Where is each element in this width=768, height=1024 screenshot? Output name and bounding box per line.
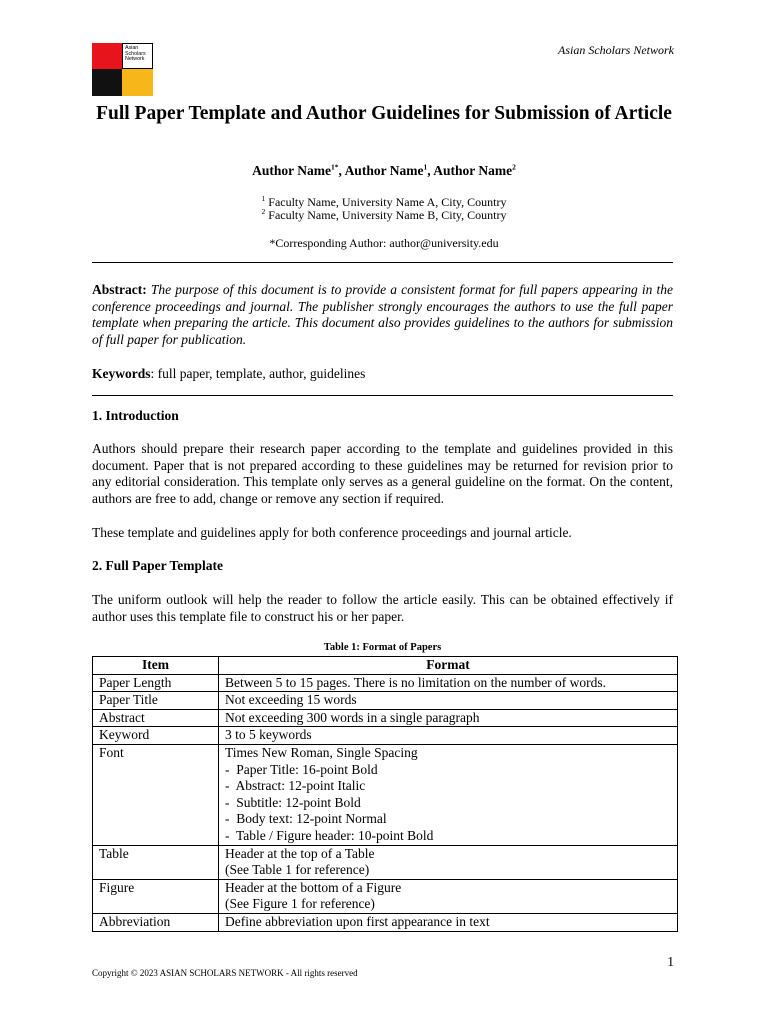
author-name: Author Name [252, 163, 332, 178]
table-cell-item: Abbreviation [93, 913, 219, 931]
format-table [92, 656, 678, 932]
author-name: Author Name [344, 163, 424, 178]
table-row [93, 913, 678, 931]
table-row [93, 692, 678, 710]
table-cell-item: Table [93, 845, 219, 879]
format-line: Not exceeding 15 words [225, 692, 357, 708]
author-name: Author Name [433, 163, 513, 178]
format-line: - Table / Figure header: 10-point Bold [225, 827, 434, 843]
table-row [93, 879, 678, 913]
author-sup: 2 [512, 162, 516, 172]
section-heading-introduction: 1. Introduction [92, 408, 179, 423]
abstract-label: Abstract: [92, 282, 147, 297]
section-heading-full-paper-template: 2. Full Paper Template [92, 558, 224, 573]
logo-yellow-block [122, 69, 153, 96]
author-sup: 1* [331, 162, 339, 172]
copyright-notice: Copyright © 2023 ASIAN SCHOLARS NETWORK - All rights reserved [92, 968, 358, 978]
affiliation-text: Faculty Name, University Name B, City, Country [268, 208, 507, 222]
format-line: - Abstract: 12-point Italic [225, 778, 366, 794]
introduction-paragraph: These template and guidelines apply for both conference proceedings and journal article. [92, 525, 572, 540]
table-header-row [93, 657, 678, 675]
page-number: 1 [667, 954, 674, 969]
divider-top [92, 262, 673, 263]
logo-red-block [92, 43, 122, 69]
divider-bottom [92, 395, 673, 396]
author-sup: 1 [423, 162, 428, 172]
logo-text-block [122, 43, 153, 69]
table-cell-item: Font [93, 744, 219, 845]
table-row [93, 674, 678, 692]
format-line: Not exceeding 300 words in a single paragraph [225, 709, 480, 725]
affiliation-sup: 2 [261, 207, 266, 216]
logo-text-line: Asian [125, 45, 139, 51]
table-cell-item: Paper Length [93, 674, 219, 692]
format-line: (See Table 1 for reference) [225, 862, 370, 878]
keywords-label: Keywords [92, 366, 151, 381]
table-cell-format [219, 709, 678, 727]
format-line: - Body text: 12-point Normal [225, 811, 387, 827]
logo-text-line: Scholars [125, 50, 146, 57]
format-line: Header at the bottom of a Figure [225, 879, 402, 895]
author-list: Author Name$^{1*}$, Author Name$^1$, Author Name$^2$ [252, 162, 516, 178]
table-row [93, 744, 678, 845]
table-row [93, 709, 678, 727]
column-header-item: Item [93, 657, 219, 675]
table-cell-format [219, 879, 678, 913]
format-line: (See Figure 1 for reference) [225, 896, 375, 912]
logo-text-line: Network [125, 56, 145, 63]
corresponding-author: *Corresponding Author: author@university.edu [269, 236, 499, 250]
format-line: Times New Roman, Single Spacing [225, 744, 418, 760]
table-cell-item: Paper Title [93, 692, 219, 710]
format-line: Header at the top of a Table [225, 845, 375, 861]
table-cell-item: Keyword [93, 727, 219, 745]
table-cell-item: Figure [93, 879, 219, 913]
table-body [93, 674, 678, 931]
template-paragraph: The uniform outlook will help the reader to follow the article easily. This can be obtained effectively if author uses this template file to construct his or her paper. [92, 592, 673, 624]
logo-black-block [92, 69, 122, 96]
format-line: - Subtitle: 12-point Bold [225, 794, 361, 810]
paper-title: Full Paper Template and Author Guidelines for Submission of Article [96, 103, 672, 124]
affiliation-text: Faculty Name, University Name A, City, Country [268, 195, 507, 209]
format-line: - Paper Title: 16-point Bold [225, 761, 378, 777]
column-header-format: Format [219, 657, 678, 675]
affiliation-2 [92, 208, 676, 223]
abstract-text: The purpose of this document is to provide a consistent format for full papers appearing in the conference proceedings and journal. The publisher strongly encourages the authors to use the full paper template when preparing the article. This document also provides guidelines to the authors for submission of full paper for publication. [92, 282, 673, 348]
affiliation-sup: 1 [261, 194, 266, 203]
table-cell-format [219, 845, 678, 879]
format-line: Define abbreviation upon first appearance in text [225, 913, 490, 929]
keywords-text: : full paper, template, author, guidelines [150, 366, 366, 381]
introduction-paragraph: Authors should prepare their research paper according to the template and guidelines provided in this document. Paper that is not prepared according to these guidelines may be returned for revision prior to any editorial consideration. This template only serves as a general guideline on the format. On the content, authors are free to add, change or remove any section if required. [92, 441, 673, 507]
table-caption: Table 1: Format of Papers [323, 642, 442, 653]
table-row [93, 727, 678, 745]
table-cell-item: Abstract [93, 709, 219, 727]
publisher-logo [92, 43, 153, 96]
table-row [93, 845, 678, 879]
keywords [92, 366, 673, 383]
format-line: 3 to 5 keywords [225, 727, 312, 743]
abstract [92, 282, 673, 349]
running-header: Asian Scholars Network [558, 43, 674, 57]
table-cell-format [219, 692, 678, 710]
table-cell-format [219, 913, 678, 931]
table-cell-format [219, 744, 678, 845]
format-line: Between 5 to 15 pages. There is no limitation on the number of words. [225, 674, 607, 690]
table-cell-format [219, 727, 678, 745]
table-cell-format [219, 674, 678, 692]
